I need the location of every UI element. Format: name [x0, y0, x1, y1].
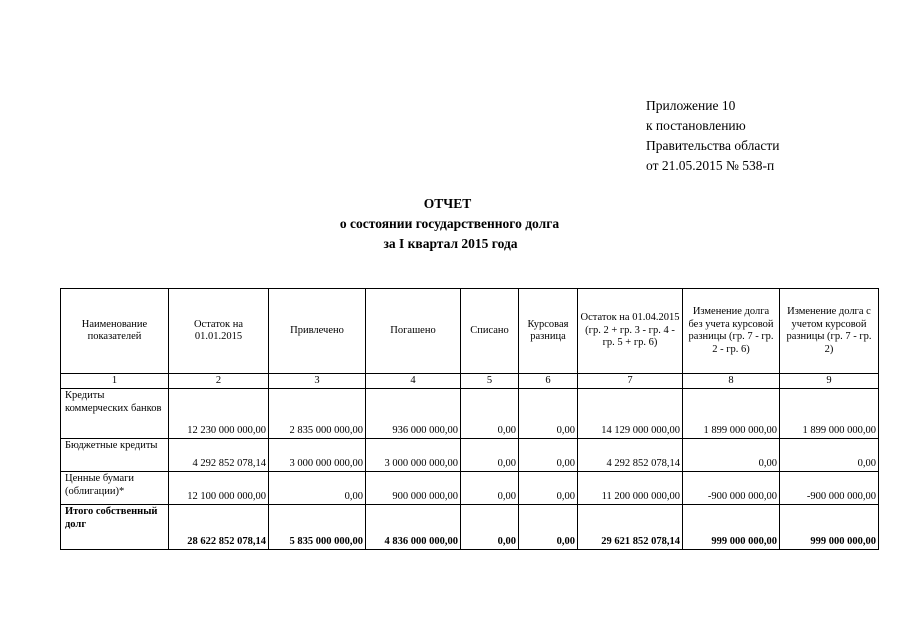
appendix-line-2: к постановлению: [646, 118, 746, 133]
header-name: Наименование показателей: [61, 289, 169, 374]
cell-value: 999 000 000,00: [780, 505, 879, 550]
header-change-with-exchange: Изменение долга с учетом курсовой разницы (гр. 7 - гр. 2): [780, 289, 879, 374]
column-number: 8: [683, 374, 780, 389]
cell-value: -900 000 000,00: [683, 472, 780, 505]
debt-report-table: [60, 288, 879, 550]
cell-value: 0,00: [461, 389, 519, 439]
header-written-off: Списано: [461, 289, 519, 374]
cell-value: 0,00: [519, 472, 578, 505]
cell-value: 11 200 000 000,00: [578, 472, 683, 505]
row-name: Кредиты коммерческих банков: [61, 389, 169, 439]
column-number: 2: [169, 374, 269, 389]
header-attracted: Привлечено: [269, 289, 366, 374]
appendix-line-3: Правительства области: [646, 138, 780, 153]
cell-value: 0,00: [519, 505, 578, 550]
cell-value: 0,00: [519, 389, 578, 439]
report-title: [0, 194, 905, 254]
column-number: 6: [519, 374, 578, 389]
cell-value: 0,00: [683, 439, 780, 472]
total-row: [61, 505, 879, 550]
cell-value: 28 622 852 078,14: [169, 505, 269, 550]
title-line-2: о состоянии государственного долга: [339, 216, 560, 231]
cell-value: 12 100 000 000,00: [169, 472, 269, 505]
appendix-block: [646, 96, 779, 176]
row-name: Итого собственный долг: [61, 505, 169, 550]
cell-value: 12 230 000 000,00: [169, 389, 269, 439]
column-number: 7: [578, 374, 683, 389]
title-line-1: ОТЧЕТ: [423, 196, 472, 211]
cell-value: 2 835 000 000,00: [269, 389, 366, 439]
appendix-line-4: от 21.05.2015 № 538-п: [646, 158, 775, 173]
column-number-row: [61, 374, 879, 389]
cell-value: 900 000 000,00: [366, 472, 461, 505]
cell-value: 999 000 000,00: [683, 505, 780, 550]
column-number: 1: [61, 374, 169, 389]
cell-value: 0,00: [461, 505, 519, 550]
header-balance-start: Остаток на 01.01.2015: [169, 289, 269, 374]
cell-value: 0,00: [461, 472, 519, 505]
row-name: Бюджетные кредиты: [61, 439, 169, 472]
cell-value: 0,00: [461, 439, 519, 472]
cell-value: 0,00: [780, 439, 879, 472]
header-exchange-diff: Курсовая разница: [519, 289, 578, 374]
cell-value: 5 835 000 000,00: [269, 505, 366, 550]
cell-value: 4 836 000 000,00: [366, 505, 461, 550]
header-row: [61, 289, 879, 374]
title-line-3: за I квартал 2015 года: [383, 236, 518, 251]
table-row: [61, 389, 879, 439]
cell-value: 1 899 000 000,00: [780, 389, 879, 439]
header-repaid: Погашено: [366, 289, 461, 374]
table-row: [61, 439, 879, 472]
cell-value: 4 292 852 078,14: [169, 439, 269, 472]
header-change-without-exchange: Изменение долга без учета курсовой разницы (гр. 7 - гр. 2 - гр. 6): [683, 289, 780, 374]
appendix-line-1: Приложение 10: [646, 98, 736, 113]
cell-value: 0,00: [519, 439, 578, 472]
table-row: [61, 472, 879, 505]
cell-value: 29 621 852 078,14: [578, 505, 683, 550]
column-number: 4: [366, 374, 461, 389]
cell-value: 3 000 000 000,00: [366, 439, 461, 472]
cell-value: 1 899 000 000,00: [683, 389, 780, 439]
row-name: Ценные бумаги (облигации)*: [61, 472, 169, 505]
cell-value: 3 000 000 000,00: [269, 439, 366, 472]
header-balance-end: Остаток на 01.04.2015 (гр. 2 + гр. 3 - гр. 4 - гр. 5 + гр. 6): [578, 289, 683, 374]
column-number: 9: [780, 374, 879, 389]
column-number: 5: [461, 374, 519, 389]
cell-value: 0,00: [269, 472, 366, 505]
cell-value: -900 000 000,00: [780, 472, 879, 505]
cell-value: 936 000 000,00: [366, 389, 461, 439]
cell-value: 4 292 852 078,14: [578, 439, 683, 472]
column-number: 3: [269, 374, 366, 389]
cell-value: 14 129 000 000,00: [578, 389, 683, 439]
